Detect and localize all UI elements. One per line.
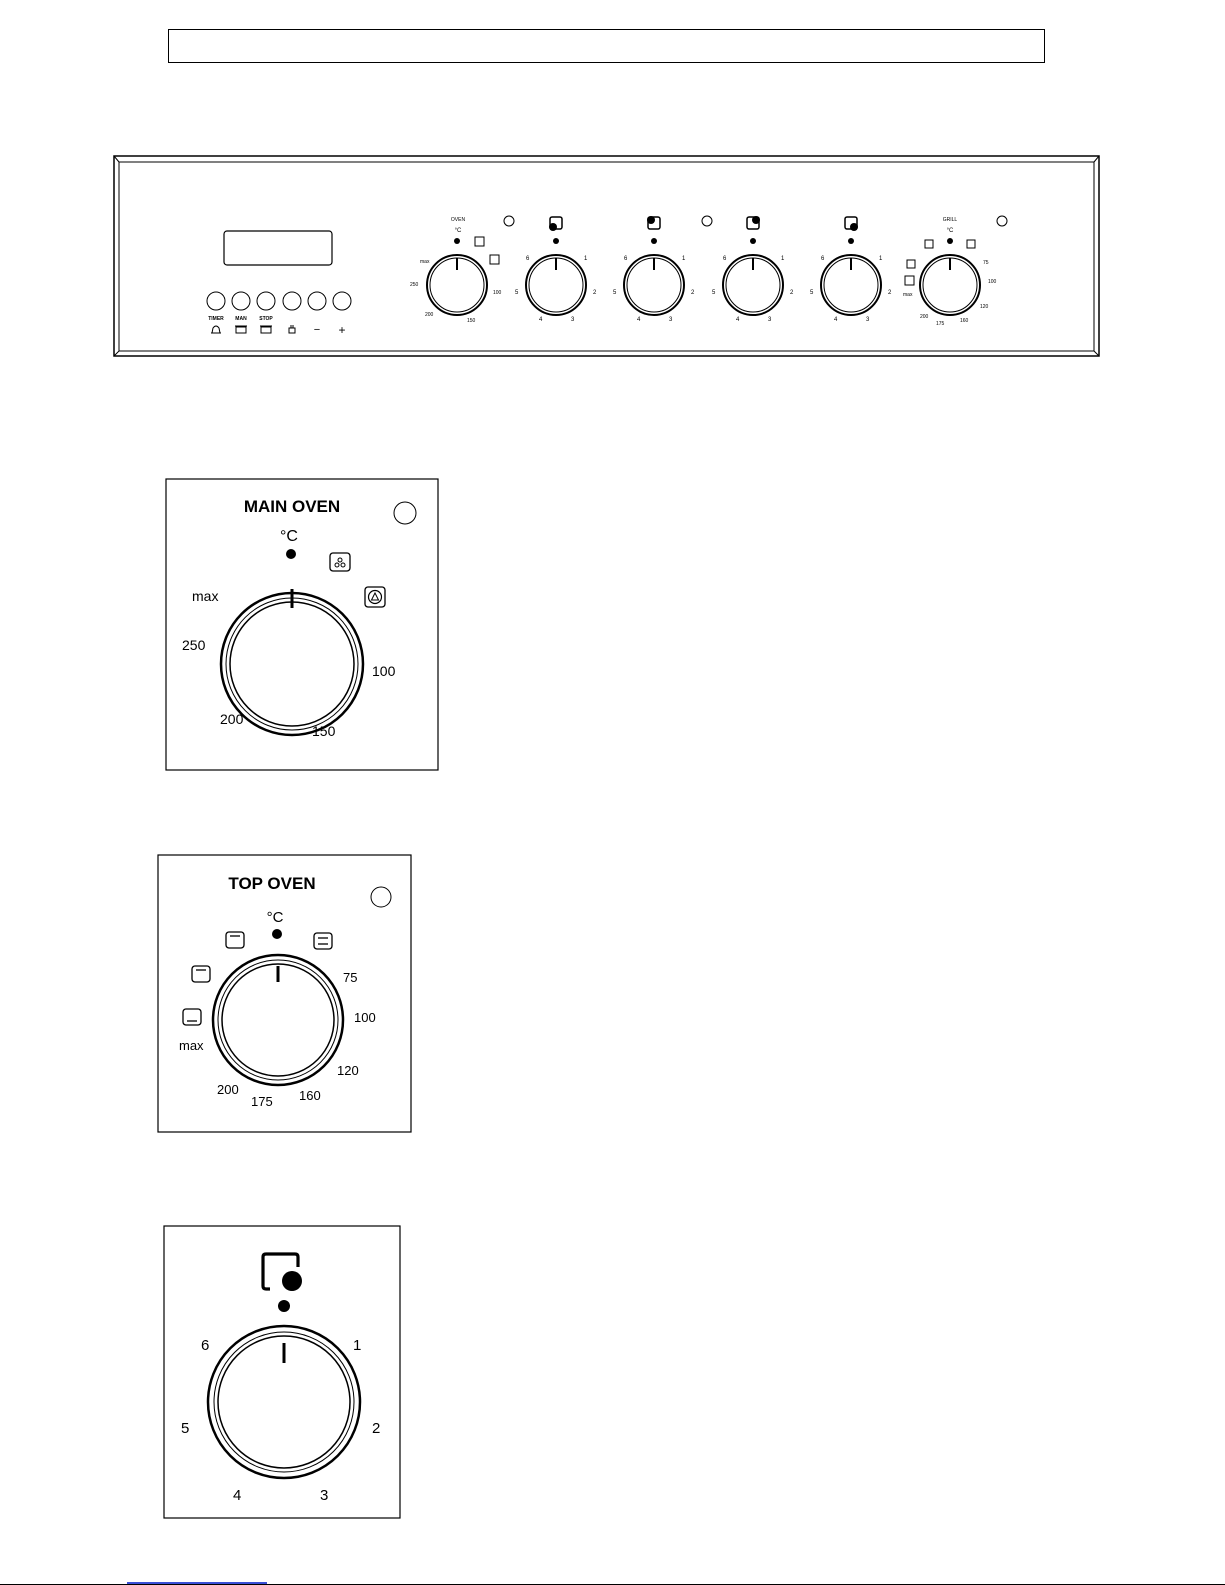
fan-icon bbox=[330, 553, 350, 571]
grill-label: GRILL bbox=[942, 217, 958, 223]
main-oven-detail bbox=[165, 478, 440, 772]
pot-icon bbox=[260, 326, 272, 333]
svg-text:120: 120 bbox=[980, 304, 989, 310]
top-oven-knob[interactable] bbox=[213, 955, 343, 1085]
main-oven-indicator-light bbox=[394, 502, 416, 524]
svg-text:5: 5 bbox=[712, 290, 716, 296]
timer-button[interactable] bbox=[207, 292, 225, 310]
top-oven-indicator-light bbox=[371, 887, 391, 907]
stop-button-label: STOP bbox=[259, 316, 273, 322]
main-oven-unit: °C bbox=[280, 528, 298, 545]
oven-indicator-light bbox=[504, 216, 514, 226]
scale-2: 2 bbox=[372, 1420, 381, 1437]
scale-160: 160 bbox=[299, 1088, 321, 1103]
svg-text:4: 4 bbox=[539, 317, 543, 323]
hand-icon bbox=[289, 325, 295, 333]
svg-text:3: 3 bbox=[768, 317, 772, 323]
hob-knob-small-3[interactable] bbox=[712, 216, 794, 323]
svg-text:200: 200 bbox=[425, 312, 434, 318]
grill-indicator-light bbox=[997, 216, 1007, 226]
hotplate-rear-right-icon bbox=[263, 1254, 302, 1291]
scale-175: 175 bbox=[251, 1094, 273, 1109]
top-oven-title: TOP OVEN bbox=[228, 874, 316, 893]
svg-text:max: max bbox=[903, 292, 913, 298]
scale-120: 120 bbox=[337, 1063, 359, 1078]
top-oven-detail bbox=[157, 854, 413, 1134]
scale-200: 200 bbox=[220, 711, 244, 727]
scale-1: 1 bbox=[353, 1337, 362, 1354]
scale-250: 250 bbox=[182, 637, 206, 653]
top-oven-unit: °C bbox=[266, 909, 284, 926]
scale-200: 200 bbox=[217, 1082, 239, 1097]
top-bottom-element-icon bbox=[314, 933, 332, 949]
manual-button[interactable] bbox=[232, 292, 250, 310]
off-position-dot bbox=[278, 1300, 290, 1312]
svg-text:6: 6 bbox=[624, 256, 628, 262]
hob-knob-small-2[interactable] bbox=[613, 216, 695, 323]
svg-text:4: 4 bbox=[736, 317, 740, 323]
oven-label: OVEN bbox=[450, 217, 466, 223]
svg-text:6: 6 bbox=[821, 256, 825, 262]
svg-text:1: 1 bbox=[584, 256, 588, 262]
top-element-icon bbox=[226, 932, 244, 948]
fan-oven-icon bbox=[365, 587, 385, 607]
minus-icon: − bbox=[313, 324, 321, 336]
off-position-dot bbox=[272, 929, 282, 939]
svg-text:1: 1 bbox=[781, 256, 785, 262]
minus-button[interactable] bbox=[308, 292, 326, 310]
svg-text:3: 3 bbox=[571, 317, 575, 323]
svg-text:4: 4 bbox=[834, 317, 838, 323]
grill-unit: °C bbox=[946, 228, 954, 234]
off-position-dot bbox=[286, 549, 296, 559]
svg-text:160: 160 bbox=[960, 318, 969, 324]
main-oven-title: MAIN OVEN bbox=[243, 497, 341, 516]
scale-5: 5 bbox=[181, 1420, 190, 1437]
svg-text:max: max bbox=[420, 259, 430, 265]
pot-icon bbox=[235, 326, 247, 333]
svg-text:6: 6 bbox=[723, 256, 727, 262]
svg-text:2: 2 bbox=[691, 290, 695, 296]
scale-4: 4 bbox=[233, 1487, 242, 1504]
svg-text:200: 200 bbox=[920, 314, 929, 320]
grill-knob-small[interactable] bbox=[903, 217, 997, 327]
svg-text:3: 3 bbox=[866, 317, 870, 323]
svg-text:175: 175 bbox=[936, 321, 945, 327]
svg-text:75: 75 bbox=[983, 260, 989, 266]
timer-display bbox=[224, 231, 332, 265]
cook-time-button[interactable] bbox=[283, 292, 301, 310]
svg-text:5: 5 bbox=[515, 290, 519, 296]
svg-text:100: 100 bbox=[493, 290, 502, 296]
plus-icon: + bbox=[338, 323, 346, 337]
timer-buttons bbox=[207, 292, 351, 337]
bell-icon bbox=[211, 326, 221, 333]
svg-text:4: 4 bbox=[637, 317, 641, 323]
svg-text:3: 3 bbox=[669, 317, 673, 323]
bottom-element-icon bbox=[183, 1009, 201, 1025]
scale-3: 3 bbox=[320, 1487, 329, 1504]
svg-text:6: 6 bbox=[526, 256, 530, 262]
hob-knob-small-4[interactable] bbox=[810, 217, 892, 323]
control-panel-overview bbox=[0, 0, 1225, 420]
scale-100: 100 bbox=[372, 663, 396, 679]
scale-max: max bbox=[179, 1038, 204, 1053]
scale-max: max bbox=[192, 588, 219, 604]
hob-indicator-light bbox=[702, 216, 712, 226]
scale-75: 75 bbox=[343, 970, 358, 985]
svg-text:250: 250 bbox=[410, 282, 419, 288]
hotplate-knob[interactable] bbox=[208, 1326, 360, 1478]
scale-150: 150 bbox=[312, 723, 336, 739]
svg-text:2: 2 bbox=[593, 290, 597, 296]
main-oven-knob-small[interactable] bbox=[410, 217, 502, 324]
oven-unit: °C bbox=[454, 228, 462, 234]
svg-text:1: 1 bbox=[682, 256, 686, 262]
svg-text:5: 5 bbox=[613, 290, 617, 296]
stop-button[interactable] bbox=[257, 292, 275, 310]
svg-text:150: 150 bbox=[467, 318, 476, 324]
svg-text:2: 2 bbox=[888, 290, 892, 296]
top-element-left-icon bbox=[192, 966, 210, 982]
scale-6: 6 bbox=[201, 1337, 210, 1354]
manual-button-label: MAN bbox=[235, 316, 247, 322]
svg-text:5: 5 bbox=[810, 290, 814, 296]
svg-text:2: 2 bbox=[790, 290, 794, 296]
scale-100: 100 bbox=[354, 1010, 376, 1025]
footer-link-underline[interactable] bbox=[127, 1582, 267, 1584]
plus-button[interactable] bbox=[333, 292, 351, 310]
svg-text:100: 100 bbox=[988, 279, 997, 285]
hob-knob-small-1[interactable] bbox=[515, 217, 597, 323]
hotplate-detail bbox=[163, 1225, 402, 1519]
timer-button-label: TIMER bbox=[208, 316, 224, 322]
svg-text:1: 1 bbox=[879, 256, 883, 262]
